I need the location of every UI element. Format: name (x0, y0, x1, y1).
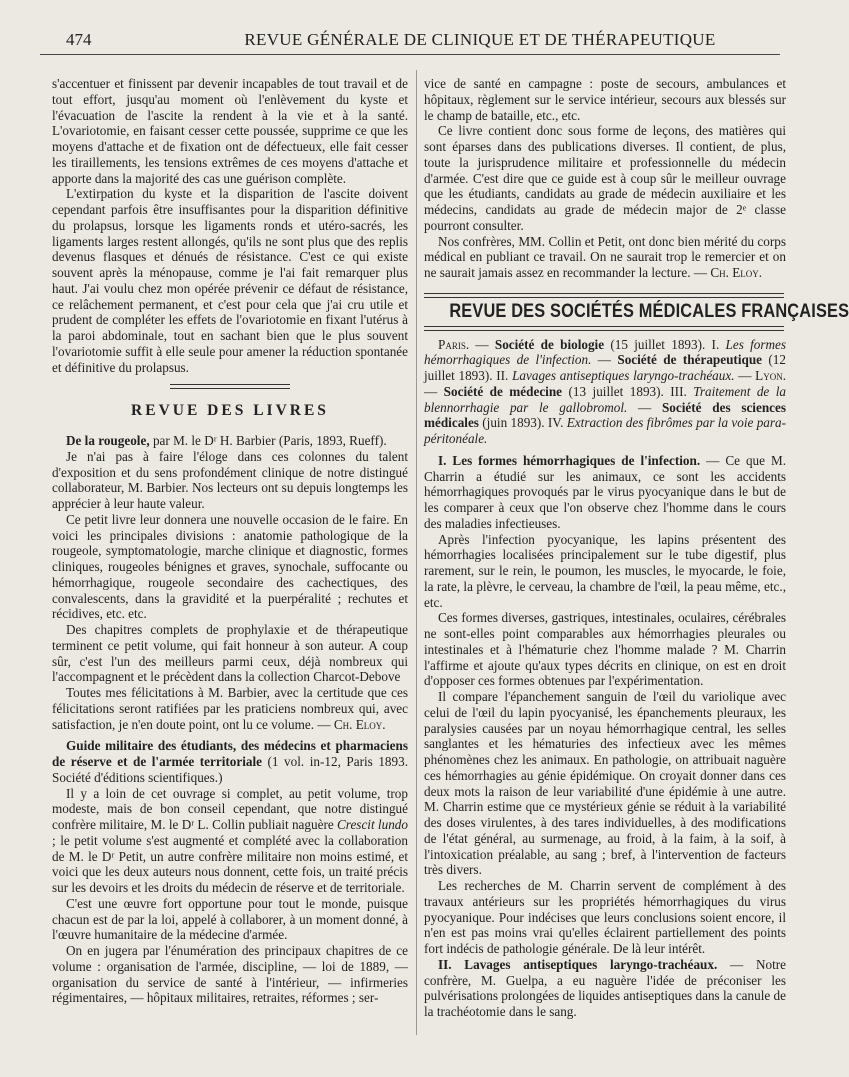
paragraph (424, 453, 786, 532)
italic-text: Crescit lundo (337, 817, 408, 832)
book-title: Guide militaire des étudiants, des médecins et pharmaciens de réserve et de l'armée territoriale (52, 738, 408, 769)
topic: Lavages antiseptiques laryngo-trachéaux. (512, 368, 735, 383)
paragraph: Il compare l'épanchement sanguin de l'œil du variolique avec celui de l'œil du lapin pyocyanisé, les épanchements pleuraux, les paralysies causées par un noyau hémorrhagique central, les selles sanglantes et les hématuries des infectieux avec les mêmes phénomènes chez les animaux. En pathologie, on attribuait naguère ces hémorrhagies au génie épidémique. On croyait donner dans ces deux mots la raison de leur variabilité d'une épidémie à une autre. M. Charrin estime que ce mystérieux génie se réduit à la variabilité des doses virulentes, à des tares individuelles, à des modifications de l'état général, au surmenage, au froid, à la faim, à la soif, à l'intoxication préalable, au sang ; bref, à l'intervention de facteurs très divers. (424, 689, 786, 878)
paragraph: Des chapitres complets de prophylaxie et de thérapeutique terminent ce petit volume, qui fait honneur à son auteur. A coup sûr, c'est l'un des meilleurs parmi ceux, déjà nombreux qui l'accompagnent et le précèdent dans la collection Charcot-Debove (52, 622, 408, 685)
section-rule (424, 293, 784, 298)
society-name: Société de thérapeutique (617, 352, 763, 368)
text: — (591, 352, 618, 368)
paragraph: C'est une œuvre fort opportune pour tout le monde, puisque chacun est de par la loi, appelé à collaborer, à un moment donné, à l'œuvre humanitaire de la médecine d'armée. (52, 895, 408, 943)
paragraph: Après l'infection pyocyanique, les lapins présentent des hémorrhagies localisées principalement sur le tube digestif, plus rarement, sur le rein, le poumon, les muscles, le myocarde, le foie, la rate, la plèvre, le cerveau, la chambre de l'œil, la peau même, etc., etc. (424, 531, 786, 610)
left-column (52, 76, 408, 1066)
paragraph-text: — Ce que M. Charrin a étudié sur les animaux, ce sont les accidents hémorrhagiques provoqués par le virus pyocyanique dans le but de les comparer à ceux que l'on observe chez l'homme dans le cours des maladies infectieuses. (424, 452, 786, 531)
topic: Traitement de la blennorrhagie par le gallobromol. (424, 383, 787, 415)
text: (12 juillet 1893). II. (424, 352, 786, 383)
page-number: 474 (66, 30, 92, 49)
paragraph-text: Toutes mes félicitations à M. Barbier, avec la certitude que ces félicitations seront ratifiées par les praticiens nombreux qui, avec satisfaction, je n'en doute point, ont lu ce volume. — (52, 685, 408, 732)
text: (15 juillet 1893). I. (604, 336, 726, 352)
paragraph: vice de santé en campagne : poste de secours, ambulances et hôpitaux, règlement sur le service intérieur, secours aux blessés sur le champ de bataille, etc., etc. (424, 76, 786, 123)
section-rule (424, 326, 784, 331)
city-label: Paris. (438, 336, 470, 352)
paragraph (52, 685, 408, 732)
right-column (424, 76, 849, 1036)
topic: Extraction des fibrômes par la voie para-péritonéale. (424, 415, 786, 446)
paragraph: Ce petit livre leur donnera une nouvelle occasion de le faire. En voici les principales divisions : anatomie pathologique de la rougeole, symptomatologie, marche clinique et diagnostic, formes cliniques, rougeoles bénignes et graves, synochale, suffocante ou hémorrhagique, rougeole secondaire des cachectiques, des convalescents, dans la gravidité et la puerpéralité ; rechutes et récidives, etc. etc. (52, 511, 408, 622)
society-name: Société de médecine (443, 383, 563, 399)
city-label: Lyon. (755, 368, 786, 383)
paragraph: Les recherches de M. Charrin servent de complément à des travaux antérieurs sur les propriétés hémorrhagiques du virus pyocyanique. Pour indécises que leurs conclusions soient encore, il n'en est pas moins vrai qu'elles éclairent partiellement des points fort indécis de pathologie générale. De là leur intérêt. (424, 878, 786, 956)
paragraph-text: Il y a loin de cet ouvrage si complet, au petit volume, trop modeste, mais de bon conseil cependant, que notre distingué confrère militaire, M. le Dʳ L. Collin publiait naguère (52, 785, 408, 832)
text: — (627, 399, 662, 415)
signature: Ch. Eloy. (333, 716, 386, 732)
paragraph: s'accentuer et finissent par devenir incapables de tout travail et de tout effort, jusqu'au moment où l'enlèvement du kyste et l'évacuation de l'ascite la rendent à la vie et à la santé. L'ovariotomie, en faisant cesser cette poussée, supprime ce que les moyens d'attache et de fixation ont de défectueux, elle fait cesser les tiraillements, les tensions extrêmes de ces moyens d'attache et apporte dans la majorité des cas une guérison complète. (52, 76, 408, 186)
paragraph-text: Nos confrères, MM. Collin et Petit, ont donc bien mérité du corps médical en publiant ce travail. On ne saurait trop le remercier et on ne saurait jamais assez en recommander la lecture. — (424, 233, 786, 280)
society-name: Société des sciences médicales (424, 399, 786, 431)
book-citation: par M. le Dʳ H. Barbier (Paris, 1893, Rueff). (149, 433, 387, 448)
book-title: De la rougeole, (66, 433, 150, 448)
section-rule (170, 384, 290, 389)
page-header (40, 28, 780, 55)
paragraph (424, 957, 786, 1020)
paragraph: On en jugera par l'énumération des principaux chapitres de ce volume : organisation de l'armée, discipline, — loi de 1889, — organisation du service de santé à l'intérieur, — infirmeries régimentaires, — hôpitaux militaires, retraites, réformes ; ser- (52, 943, 408, 1006)
text: — (469, 336, 495, 352)
text: — (424, 383, 444, 399)
column-divider (416, 70, 417, 1035)
society-name: Société de biologie (494, 336, 605, 352)
book-entry-guide (52, 738, 408, 785)
running-head: REVUE GÉNÉRALE DE CLINIQUE ET DE THÉRAPEUTIQUE (244, 30, 716, 49)
book-entry-rougeole (52, 433, 408, 449)
paragraph: Je n'ai pas à faire l'éloge dans ces colonnes du talent d'exposition et du sens profondément clinique de notre distingué collaborateur, M. Barbier. Nos lecteurs ont su depuis longtemps les apprécier à leur haute valeur. (52, 448, 408, 511)
subsection-heading: II. Lavages antiseptiques laryngo-trachéaux. (438, 956, 718, 972)
paragraph: Ce livre contient donc sous forme de leçons, des matières qui sont éparses dans des publications diverses. Il contient, de plus, toute la jurisprudence militaire et professionnelle du médecin d'armée. C'est dire que ce guide est à coup sûr le meilleur ouvrage que les étudiants, candidats au grade de médecin auxiliaire et les médecins, candidats au grade de médecin major de 2ᵉ classe pourront consulter. (424, 123, 786, 233)
topic: Les formes hémorrhagiques de l'infection. (424, 336, 786, 368)
section-title-societies: REVUE DES SOCIÉTÉS MÉDICALES FRANÇAISES (449, 300, 849, 322)
paragraph: L'extirpation du kyste et la disparition de l'ascite doivent cependant parfois être insuffisantes pour la disparition définitive du prolapsus, lorsque les ligaments ronds et utéro-sacrés, les ligaments larges restent allongés, qu'ils ne sont plus que des replis devenus flasques et dénués de résistance. C'est ce qui existe souvent après la ménopause, comme je l'ai fait remarquer plus haut. J'ai voulu chez mon opérée prévenir ce défaut de résistance, ce relâchement permanent, et c'est pour cela que j'ai cru utile et prudent de compléter les effets de l'ovariotomie en fixant l'utérus à la paroi abdominale, tout en sachant bien que le plus souvent l'ovariotomie suffit à elle seule pour amener la réduction spontanée et définitive du prolapsus. (52, 186, 408, 375)
text: (juin 1893). IV. (478, 415, 567, 431)
section-title-books: REVUE DES LIVRES (131, 402, 329, 420)
paragraph: Ces formes diverses, gastriques, intestinales, oculaires, cérébrales ne sont-elles point comparables aux hémorrhagies pleurales ou intestinales et à l'hématurie chez l'homme malade ? M. Charrin l'affirme et ajoute qu'aux types décrits en clinique, on est en droit d'opposer ces formes obtenues par l'expérimentation. (424, 610, 786, 689)
signature: Ch. Eloy. (710, 265, 763, 280)
text: (13 juillet 1893). III. (562, 383, 694, 399)
summary-paragraph (424, 337, 786, 447)
paragraph (52, 786, 408, 896)
paragraph-text: ; le petit volume s'est augmenté et complété avec la collaboration de M. le Dʳ Petit, un autre confrère militaire non moins estimé, et voici que les deux auteurs nous donnent, cette fois, un traité précis sur les devoirs et les droits du médecin de réserve et de territoriale. (52, 832, 408, 895)
text: — (734, 368, 756, 383)
subsection-heading: I. Les formes hémorrhagiques de l'infection. (438, 452, 701, 468)
book-citation: (1 vol. in-12, Paris 1893. Société d'éditions scientifiques.) (52, 754, 408, 785)
paragraph (424, 234, 786, 281)
paragraph-text: — Notre confrère, M. Guelpa, a eu naguère l'idée de préconiser les pulvérisations prolongées de liquides antiseptiques dans la canule de la trachéotomie dans le sang. (424, 956, 787, 1019)
